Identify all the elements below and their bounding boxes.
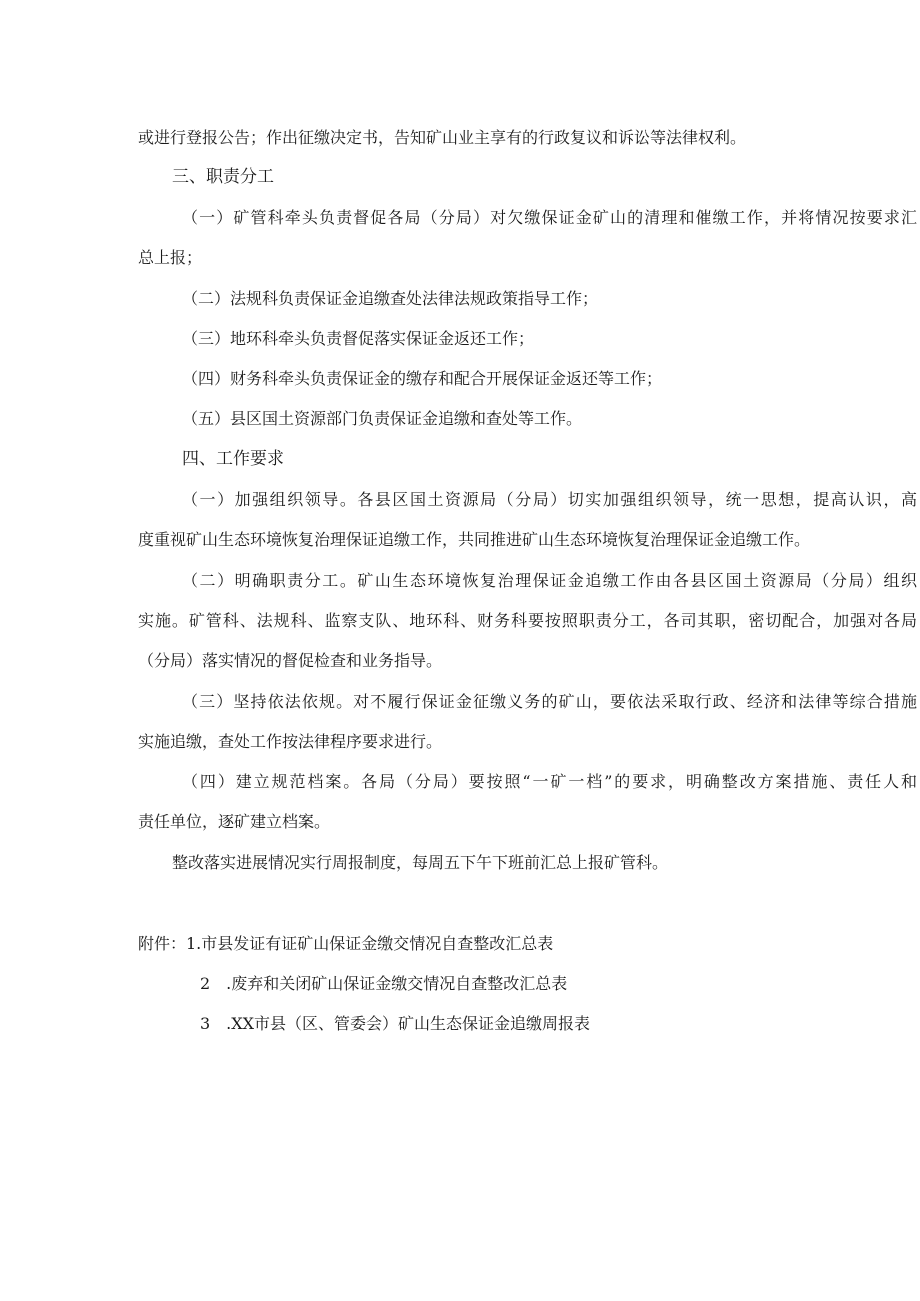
paragraph-line: （四）财务科牵头负责保证金的缴存和配合开展保证金返还等工作；	[182, 369, 663, 388]
paragraph-line: （分局）落实情况的督促检查和业务指导。	[138, 651, 443, 670]
paragraph-line: 整改落实进展情况实行周报制度，每周五下午下班前汇总上报矿管科。	[172, 853, 669, 872]
attachment-line: 3 .XX市县（区、管委会）矿山生态保证金追缴周报表	[200, 1014, 591, 1033]
section-heading: 四、工作要求	[182, 449, 284, 469]
paragraph-line: （二）法规科负责保证金追缴查处法律法规政策指导工作；	[182, 289, 599, 308]
paragraph-line: （二）明确职责分工。矿山生态环境恢复治理保证金追缴工作由各县区国土资源局（分局）组织	[182, 571, 917, 590]
paragraph-line: 总上报；	[138, 248, 203, 267]
paragraph-line: （五）县区国土资源部门负责保证金追缴和查处等工作。	[182, 409, 583, 428]
paragraph-line: （一）加强组织领导。各县区国土资源局（分局）切实加强组织领导，统一思想，提高认识，高	[182, 490, 917, 509]
paragraph-line: 实施。矿管科、法规科、监察支队、地环科、财务科要按照职责分工，各司其职，密切配合，加强对各局	[138, 611, 917, 630]
paragraph-line: 责任单位，逐矿建立档案。	[138, 812, 331, 831]
section-heading: 三、职责分工	[172, 167, 274, 187]
paragraph-line: 或进行登报公告；作出征缴决定书，告知矿山业主享有的行政复议和诉讼等法律权利。	[138, 128, 747, 147]
attachment-line: 2 .废弃和关闭矿山保证金缴交情况自查整改汇总表	[200, 974, 568, 993]
paragraph-line: （三）坚持依法依规。对不履行保证金征缴义务的矿山，要依法采取行政、经济和法律等综合措施	[182, 692, 917, 711]
paragraph-line: （四）建立规范档案。各局（分局）要按照“一矿一档”的要求，明确整改方案措施、责任人和	[182, 772, 917, 791]
paragraph-line: （三）地环科牵头负责督促落实保证金返还工作；	[182, 329, 535, 348]
paragraph-line: （一）矿管科牵头负责督促各局（分局）对欠缴保证金矿山的清理和催缴工作，并将情况按要求汇	[182, 208, 917, 227]
paragraph-line: 实施追缴，查处工作按法律程序要求进行。	[138, 732, 443, 751]
paragraph-line: 度重视矿山生态环境恢复治理保证追缴工作，共同推进矿山生态环境恢复治理保证金追缴工作。	[138, 530, 811, 549]
attachment-line: 附件：1.市县发证有证矿山保证金缴交情况自查整改汇总表	[138, 934, 554, 953]
